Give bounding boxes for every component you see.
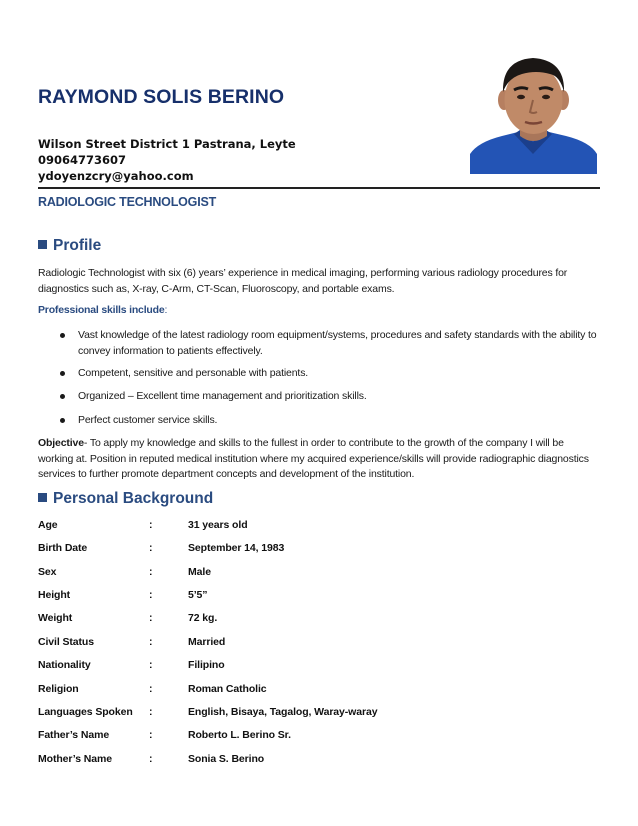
list-item <box>60 328 598 359</box>
row-separator: : <box>149 612 153 624</box>
table-row <box>38 519 598 535</box>
row-label: Mother’s Name <box>38 753 112 765</box>
row-label: Sex <box>38 566 57 578</box>
profile-photo <box>470 50 597 174</box>
profile-heading-text: Profile <box>53 237 102 254</box>
table-row <box>38 753 598 769</box>
phone-number: 09064773607 <box>38 153 127 167</box>
list-item <box>60 413 598 429</box>
row-label: Religion <box>38 683 79 695</box>
objective-text: - To apply my knowledge and skills to the fullest in order to contribute to the growth of the company I will be working at. Position in reputed medical institution where my acquired experience/skills will provide radiographic diagnostics services to further promote department concepts and development of the institution. <box>38 437 589 480</box>
row-separator: : <box>149 589 153 601</box>
table-row <box>38 706 598 722</box>
row-value: 72 kg. <box>188 612 218 624</box>
row-value: Filipino <box>188 659 225 671</box>
row-label: Languages Spoken <box>38 706 133 718</box>
table-row <box>38 659 598 675</box>
profile-summary: Radiologic Technologist with six (6) years’ experience in medical imaging, performing various radiology procedures for diagnostics such as, X-ray, C-Arm, CT-Scan, Fluoroscopy, and portable exams. <box>38 267 568 295</box>
row-label: Birth Date <box>38 542 88 554</box>
row-label: Nationality <box>38 659 91 671</box>
row-separator: : <box>149 566 153 578</box>
row-value: English, Bisaya, Tagalog, Waray-waray <box>188 706 378 718</box>
row-separator: : <box>149 542 153 554</box>
list-item <box>60 366 598 382</box>
row-value: Married <box>188 636 226 648</box>
personal-background-heading-text: Personal Background <box>53 490 214 507</box>
row-separator: : <box>149 659 153 671</box>
row-separator: : <box>149 706 153 718</box>
row-value: Sonia S. Berino <box>188 753 265 765</box>
bullet-icon <box>60 394 65 399</box>
bullet-icon <box>60 333 65 338</box>
personal-background-heading <box>38 490 213 508</box>
contact-info <box>38 136 296 184</box>
email-address: ydoyenzcry@yahoo.com <box>38 169 194 183</box>
skills-label-text: Professional skills include <box>38 304 165 316</box>
list-item <box>60 389 598 405</box>
objective-paragraph <box>38 436 598 483</box>
row-label: Height <box>38 589 71 601</box>
applicant-name: RAYMOND SOLIS BERINO <box>38 86 285 108</box>
skills-label <box>38 304 167 316</box>
table-row <box>38 612 598 628</box>
row-separator: : <box>149 519 153 531</box>
row-label: Father’s Name <box>38 729 110 741</box>
skill-text: Perfect customer service skills. <box>78 414 218 426</box>
skill-text: Vast knowledge of the latest radiology room equipment/systems, procedures and safety standards with the ability to convey information to patients effectively. <box>78 329 597 357</box>
bullet-icon <box>60 371 65 376</box>
row-separator: : <box>149 636 153 648</box>
table-row <box>38 542 598 558</box>
skills-label-colon: : <box>164 304 168 316</box>
table-row <box>38 589 598 605</box>
header-divider <box>38 187 600 189</box>
row-value: Roman Catholic <box>188 683 267 695</box>
skill-text: Organized – Excellent time management and prioritization skills. <box>78 390 367 402</box>
skill-text: Competent, sensitive and personable with patients. <box>78 367 309 379</box>
row-value: September 14, 1983 <box>188 542 285 554</box>
bullet-icon <box>60 418 65 423</box>
square-bullet-icon <box>38 240 47 249</box>
row-value: Male <box>188 566 211 578</box>
row-value: Roberto L. Berino Sr. <box>188 729 291 741</box>
table-row <box>38 729 598 745</box>
row-value: 5’5” <box>188 589 208 601</box>
row-label: Age <box>38 519 58 531</box>
row-label: Weight <box>38 612 73 624</box>
row-separator: : <box>149 729 153 741</box>
row-label: Civil Status <box>38 636 94 648</box>
row-value: 31 years old <box>188 519 248 531</box>
table-row <box>38 566 598 582</box>
profile-heading <box>38 237 101 255</box>
table-row <box>38 683 598 699</box>
job-title: RADIOLOGIC TECHNOLOGIST <box>38 195 217 209</box>
row-separator: : <box>149 753 153 765</box>
objective-label: Objective <box>38 437 84 449</box>
table-row <box>38 636 598 652</box>
portrait-illustration <box>470 50 597 174</box>
row-separator: : <box>149 683 153 695</box>
address: Wilson Street District 1 Pastrana, Leyte <box>38 137 296 151</box>
square-bullet-icon <box>38 493 47 502</box>
